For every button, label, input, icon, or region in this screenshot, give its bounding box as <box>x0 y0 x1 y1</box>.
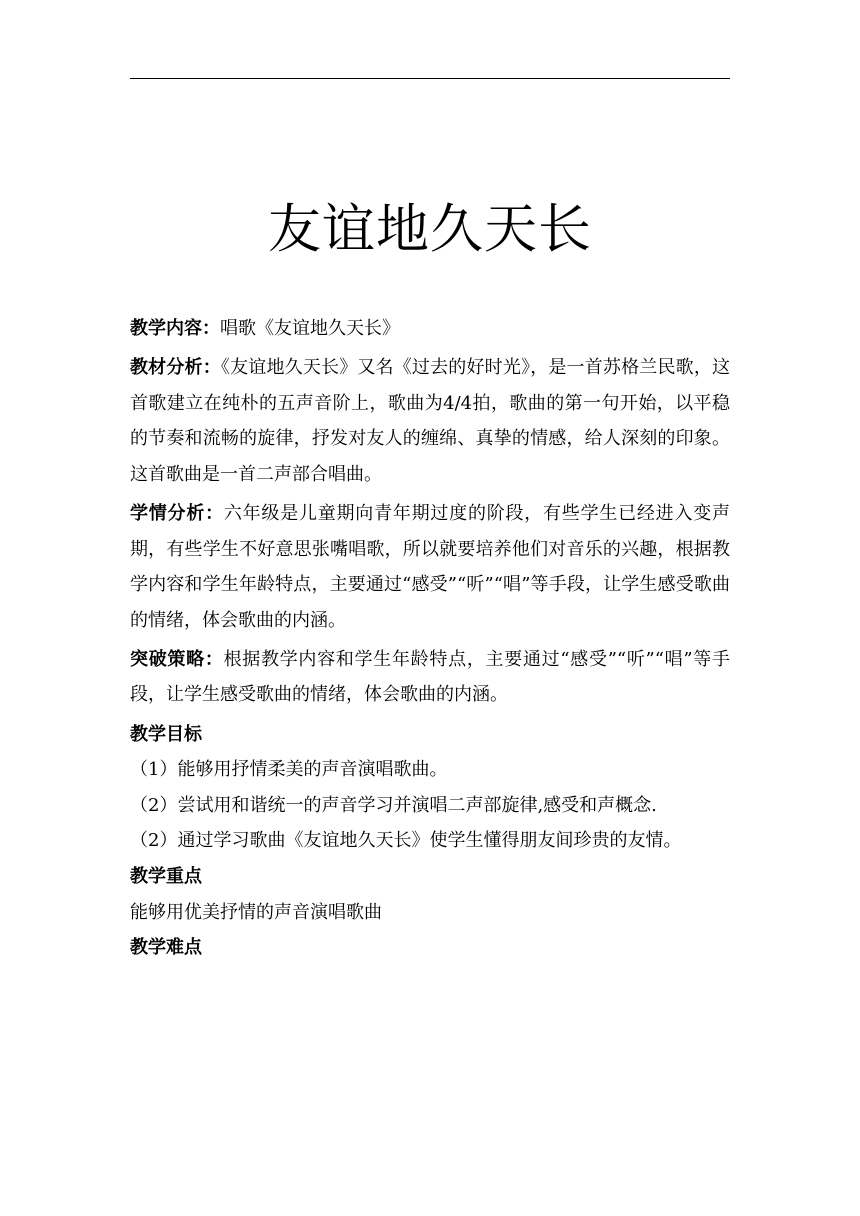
key-point-heading: 教学重点 <box>130 865 202 887</box>
goal-item-1: （1）能够用抒情柔美的声音演唱歌曲。 <box>130 759 448 781</box>
strategy-paragraph <box>130 642 730 713</box>
material-analysis-text: 《友谊地久天长》又名《过去的好时光》，是一首苏格兰民歌，这首歌建立在纯朴的五声音阶上，歌曲为4/4拍，歌曲的第一句开始，以平稳的节奏和流畅的旋律，抒发对友人的缠绵、真挚的情感，给人深刻的印象。这首歌曲是一首二声部合唱曲。 <box>130 357 731 485</box>
teaching-content-text: 唱歌《友谊地久天长》 <box>220 318 400 339</box>
strategy-text: 根据教学内容和学生年龄特点，主要通过“感受”“听”“唱”等手段，让学生感受歌曲的情绪，体会歌曲的内涵。 <box>130 648 730 706</box>
material-analysis-paragraph <box>130 350 730 492</box>
header-rule <box>130 78 730 79</box>
teaching-content-paragraph <box>130 311 730 347</box>
document-title: 友谊地久天长 <box>268 199 592 260</box>
goal-item-3: （2）通过学习歌曲《友谊地久天长》使学生懂得朋友间珍贵的友情。 <box>130 830 682 852</box>
student-analysis-label: 学情分析： <box>130 502 224 524</box>
teaching-content-label: 教学内容： <box>130 318 220 339</box>
material-analysis-label: 教材分析： <box>130 357 221 379</box>
strategy-label: 突破策略： <box>130 648 224 670</box>
student-analysis-paragraph <box>130 496 730 638</box>
goal-item-2: （2）尝试用和谐统一的声音学习并演唱二声部旋律,感受和声概念. <box>130 794 657 816</box>
key-point-text: 能够用优美抒情的声音演唱歌曲 <box>130 901 382 923</box>
goals-heading: 教学目标 <box>130 723 202 745</box>
difficulty-heading: 教学难点 <box>130 937 202 959</box>
document-body <box>130 311 730 966</box>
student-analysis-text: 六年级是儿童期向青年期过度的阶段，有些学生已经进入变声期，有些学生不好意思张嘴唱歌，所以就要培养他们对音乐的兴趣，根据教学内容和学生年龄特点，主要通过“感受”“听”“唱”等手段，让学生感受歌曲的情绪，体会歌曲的内涵。 <box>130 502 731 631</box>
